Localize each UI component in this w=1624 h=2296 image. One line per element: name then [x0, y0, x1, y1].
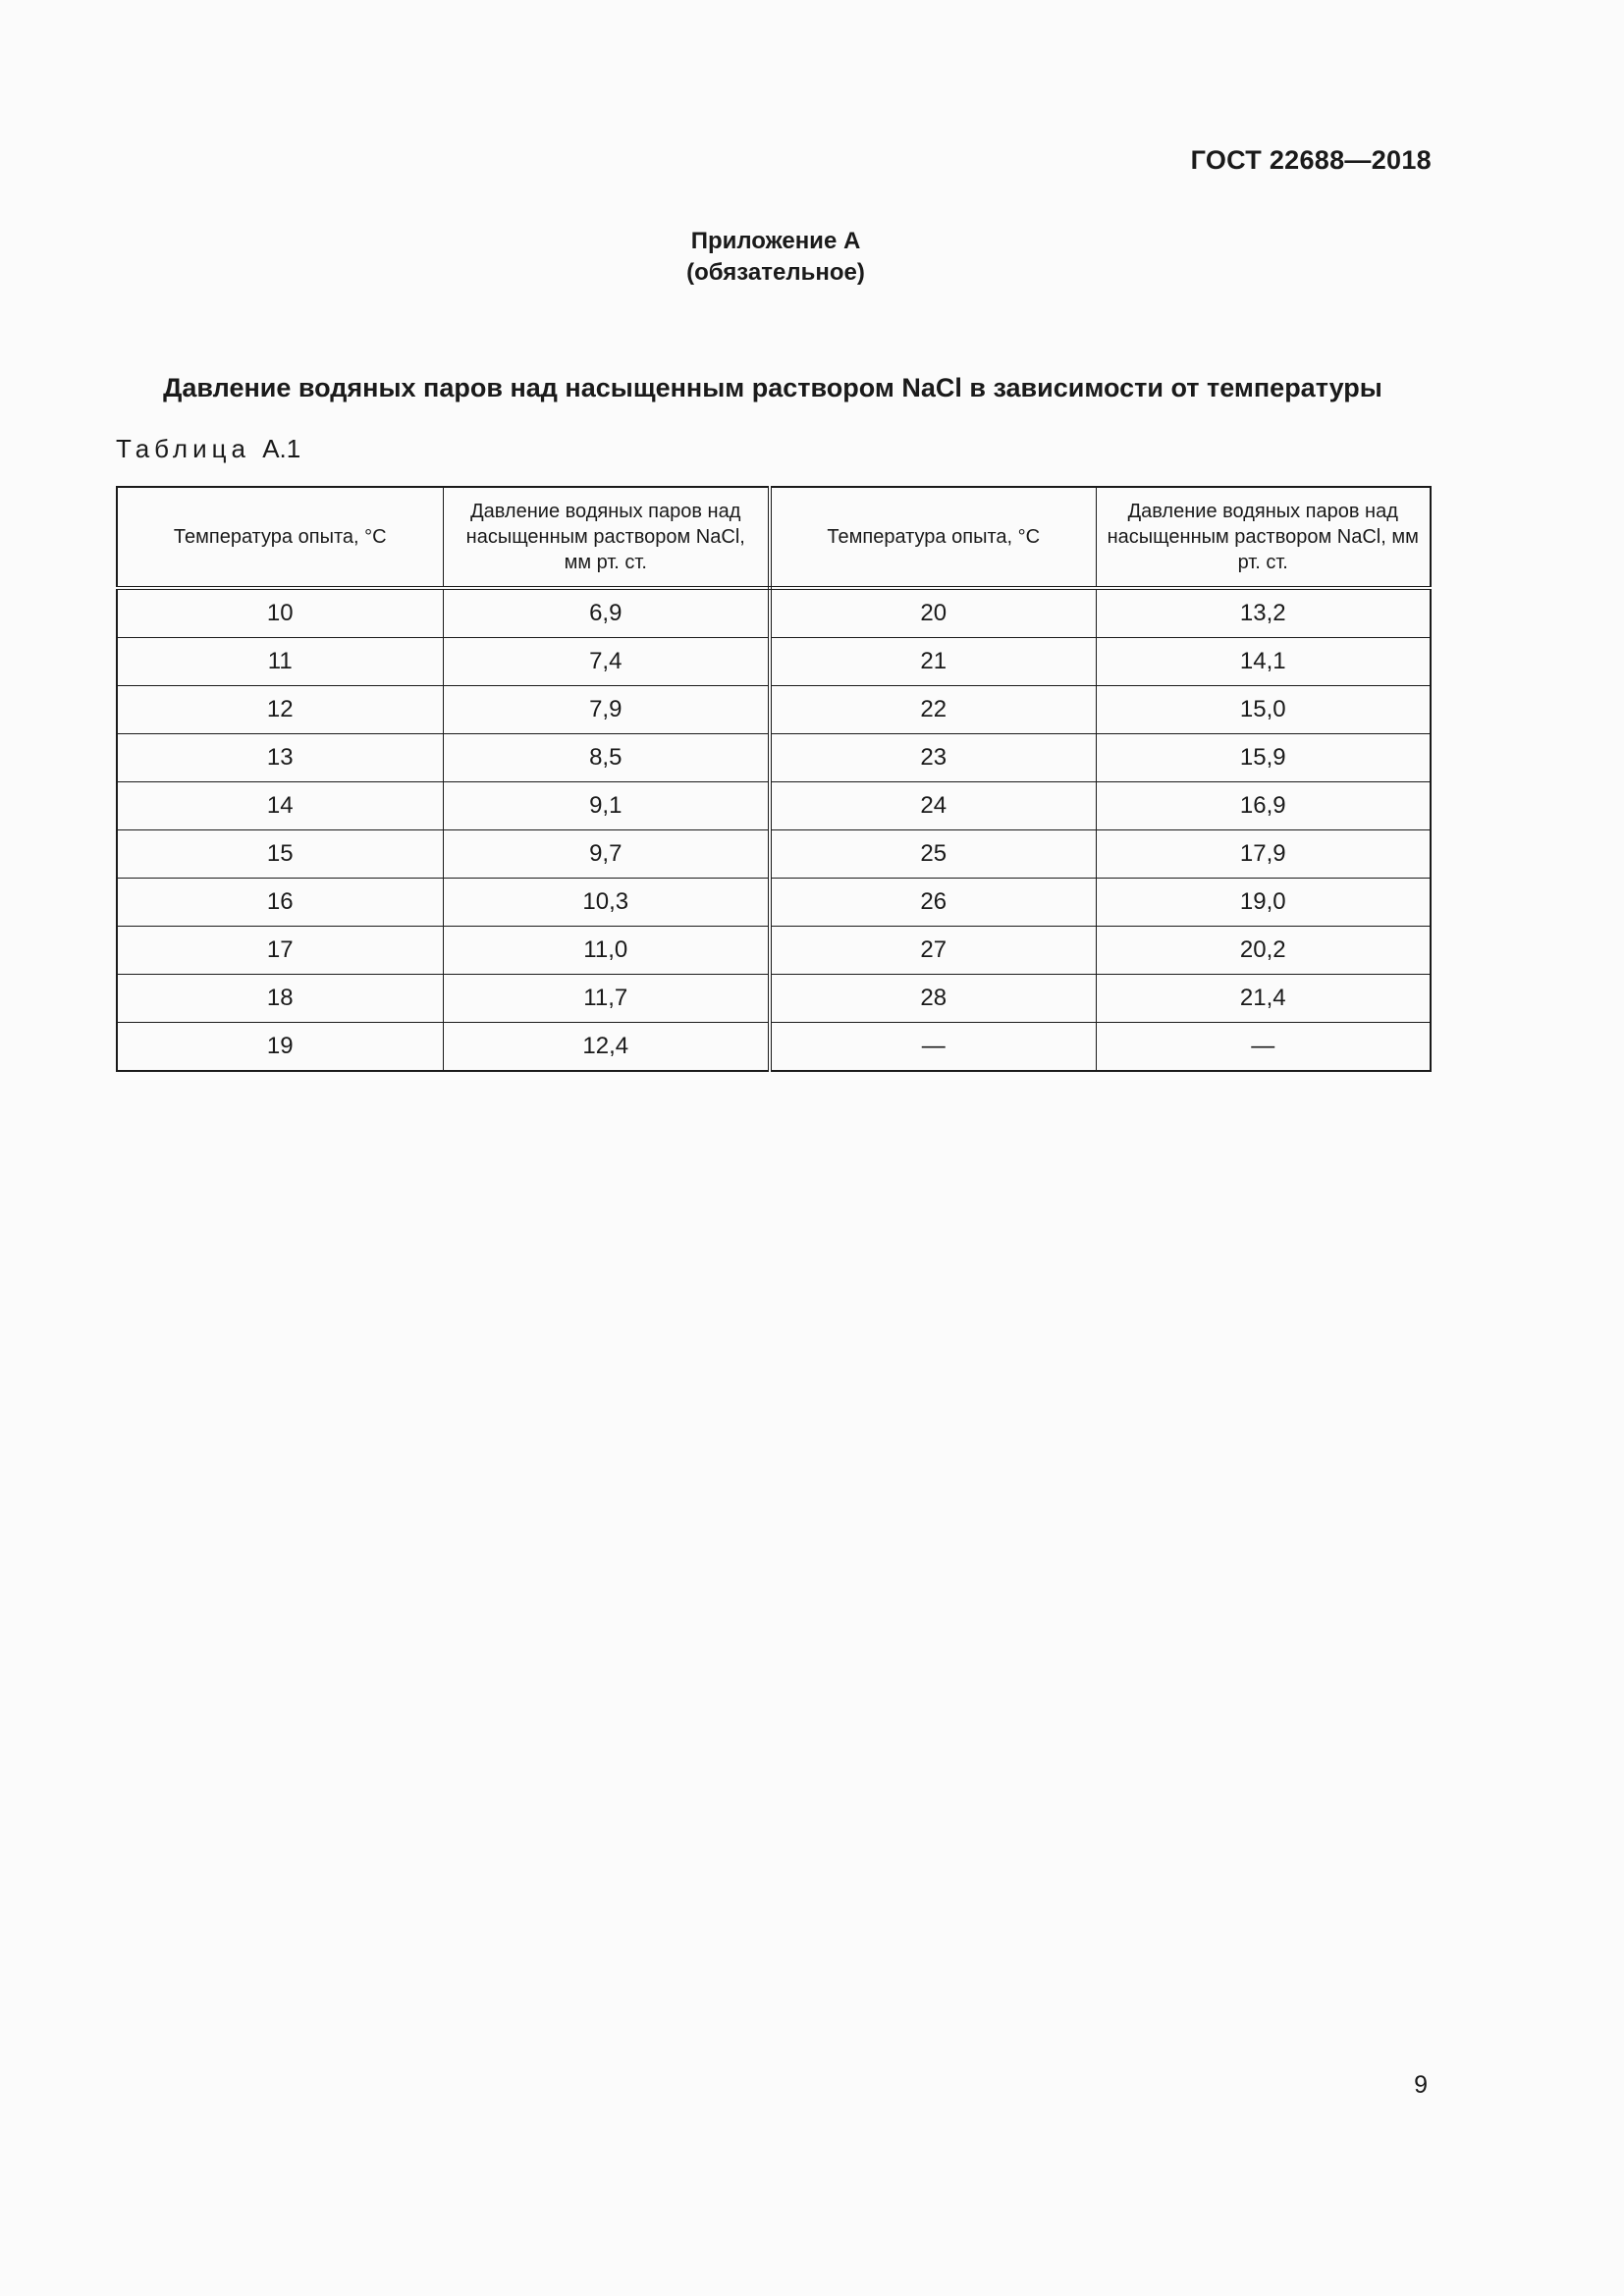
- cell-temperature-1: 10: [117, 588, 443, 638]
- cell-temperature-2: 21: [770, 638, 1096, 686]
- cell-temperature-2: 26: [770, 879, 1096, 927]
- table-row: [117, 975, 1431, 1023]
- cell-pressure-1: 10,3: [443, 879, 770, 927]
- cell-pressure-1: 9,7: [443, 830, 770, 879]
- cell-temperature-2: 27: [770, 927, 1096, 975]
- cell-temperature-2: 20: [770, 588, 1096, 638]
- cell-temperature-2: 24: [770, 782, 1096, 830]
- cell-temperature-1: 14: [117, 782, 443, 830]
- section-title: Давление водяных паров над насыщенным раствором NaCl в зависимости от температуры: [163, 373, 1382, 402]
- table-header-row: [117, 487, 1431, 588]
- table-row: [117, 879, 1431, 927]
- cell-temperature-2: 25: [770, 830, 1096, 879]
- cell-temperature-1: 16: [117, 879, 443, 927]
- cell-temperature-1: 13: [117, 734, 443, 782]
- cell-pressure-2: 21,4: [1096, 975, 1431, 1023]
- cell-pressure-1: 8,5: [443, 734, 770, 782]
- cell-pressure-1: 9,1: [443, 782, 770, 830]
- cell-pressure-2: —: [1096, 1023, 1431, 1072]
- pressure-table: [116, 486, 1432, 1072]
- page-number: 9: [1414, 2071, 1428, 2099]
- table-row: [117, 588, 1431, 638]
- cell-pressure-1: 11,7: [443, 975, 770, 1023]
- cell-temperature-1: 17: [117, 927, 443, 975]
- table-caption-word: Таблица: [116, 434, 250, 463]
- cell-pressure-2: 15,0: [1096, 686, 1431, 734]
- cell-temperature-2: 28: [770, 975, 1096, 1023]
- cell-temperature-1: 12: [117, 686, 443, 734]
- cell-pressure-2: 13,2: [1096, 588, 1431, 638]
- cell-pressure-1: 6,9: [443, 588, 770, 638]
- appendix-title: Приложение А: [690, 228, 861, 254]
- cell-temperature-1: 18: [117, 975, 443, 1023]
- table-row: [117, 734, 1431, 782]
- cell-temperature-2: 23: [770, 734, 1096, 782]
- table-row: [117, 638, 1431, 686]
- cell-pressure-2: 20,2: [1096, 927, 1431, 975]
- table-row: [117, 782, 1431, 830]
- cell-pressure-2: 15,9: [1096, 734, 1431, 782]
- cell-pressure-1: 7,4: [443, 638, 770, 686]
- document-code: ГОСТ 22688—2018: [1190, 145, 1432, 175]
- table-row: [117, 686, 1431, 734]
- table-row: [117, 1023, 1431, 1072]
- cell-temperature-1: 11: [117, 638, 443, 686]
- appendix-status: (обязательное): [686, 259, 865, 286]
- header-pressure-2: Давление водяных паров над насыщенным раствором NaCl, мм рт. ст.: [1096, 487, 1431, 588]
- cell-pressure-2: 14,1: [1096, 638, 1431, 686]
- cell-temperature-1: 19: [117, 1023, 443, 1072]
- header-temperature-1: Температура опыта, °С: [117, 487, 443, 588]
- table-caption-number: А.1: [262, 434, 301, 463]
- cell-pressure-1: 11,0: [443, 927, 770, 975]
- cell-pressure-1: 12,4: [443, 1023, 770, 1072]
- cell-pressure-2: 17,9: [1096, 830, 1431, 879]
- table-caption: [116, 434, 300, 464]
- table-row: [117, 927, 1431, 975]
- header-temperature-2: Температура опыта, °С: [770, 487, 1096, 588]
- table-row: [117, 830, 1431, 879]
- appendix-heading: [0, 226, 1551, 289]
- cell-pressure-1: 7,9: [443, 686, 770, 734]
- cell-temperature-1: 15: [117, 830, 443, 879]
- header-pressure-1: Давление водяных паров над насыщенным раствором NaCl, мм рт. ст.: [443, 487, 770, 588]
- cell-temperature-2: 22: [770, 686, 1096, 734]
- cell-temperature-2: —: [770, 1023, 1096, 1072]
- cell-pressure-2: 19,0: [1096, 879, 1431, 927]
- cell-pressure-2: 16,9: [1096, 782, 1431, 830]
